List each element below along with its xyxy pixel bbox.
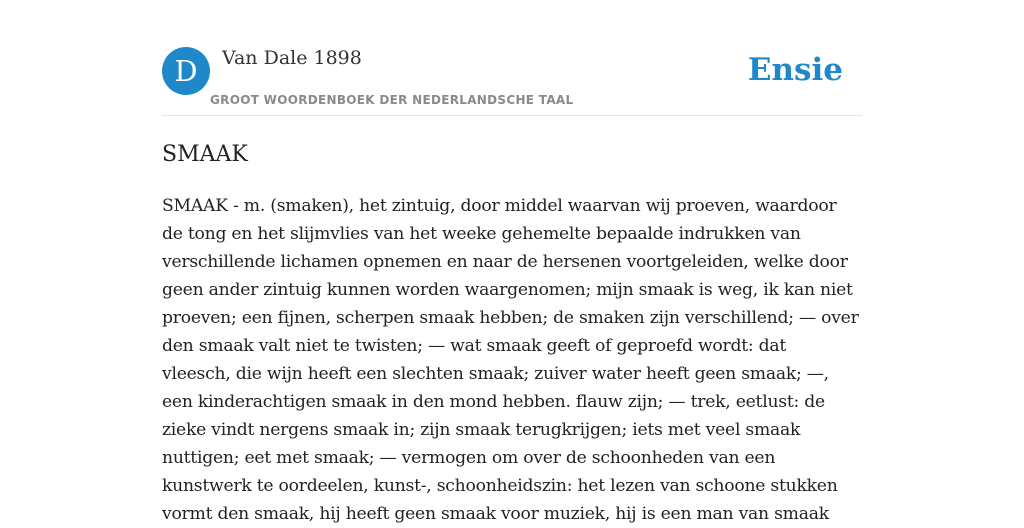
dictionary-subtitle: GROOT WOORDENBOEK DER NEDERLANDSCHE TAAL <box>210 93 574 107</box>
definition-line: proeven; een fijnen, scherpen smaak hebben; de smaken zijn verschillend; — over <box>162 308 859 328</box>
entry-definition <box>162 192 862 528</box>
site-header <box>162 46 862 116</box>
ensie-brand-logo[interactable]: Ensie <box>747 52 843 88</box>
definition-line: SMAAK - m. (smaken), het zintuig, door middel waarvan wij proeven, waardoor <box>162 196 837 216</box>
dictionary-title[interactable]: Van Dale 1898 <box>222 47 362 69</box>
definition-line: kunstwerk te oordeelen, kunst-, schoonheidszin: het lezen van schoone stukken <box>162 476 838 496</box>
definition-line: vleesch, die wijn heeft een slechten smaak; zuiver water heeft geen smaak; —, <box>162 364 829 384</box>
definition-line: de tong en het slijmvlies van het weeke gehemelte bepaalde indrukken van <box>162 224 801 244</box>
header-divider <box>162 115 862 116</box>
definition-line: nuttigen; eet met smaak; — vermogen om over de schoonheden van een <box>162 448 776 468</box>
dictionary-logo-icon[interactable]: D <box>162 47 210 95</box>
definition-line: geen ander zintuig kunnen worden waargenomen; mijn smaak is weg, ik kan niet <box>162 280 853 300</box>
definition-line: verschillende lichamen opnemen en naar de hersenen voortgeleiden, welke door <box>162 252 848 272</box>
definition-line: vormt den smaak, hij heeft geen smaak voor muziek, hij is een man van smaak <box>162 504 829 524</box>
definition-line: den smaak valt niet te twisten; — wat smaak geeft of geproefd wordt: dat <box>162 336 787 356</box>
definition-line: zieke vindt nergens smaak in; zijn smaak terugkrijgen; iets met veel smaak <box>162 420 801 440</box>
definition-line: een kinderachtigen smaak in den mond hebben. flauw zijn; — trek, eetlust: de <box>162 392 825 412</box>
entry-headword: SMAAK <box>162 142 248 167</box>
